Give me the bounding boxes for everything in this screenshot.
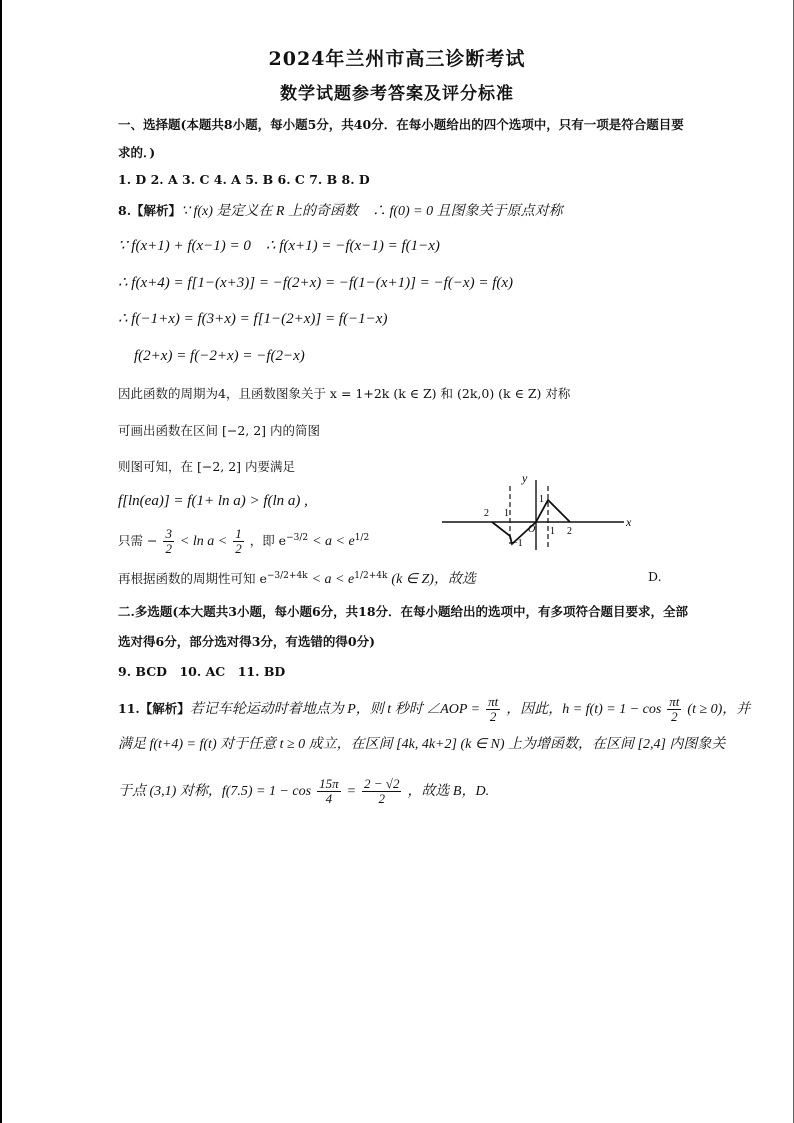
q8-condition-intro: 则图可知，在 [−2, 2] 内要满足 (118, 459, 296, 474)
q8-equation-2: ∴ f(x+4) = f[1−(x+3)] = −f(2+x) = −f(1−(x+1)] = −f(−x) = f(x) (118, 275, 514, 291)
fraction-pit-2-b: $\frac{\pi t}{2}$ (669, 694, 680, 724)
tick-label-1: 1 (550, 526, 555, 537)
q11-tag: 11.【解析】 (118, 701, 190, 716)
final-exponent-2: 1/2+4k (354, 571, 388, 581)
section1-header-line1: 一、选择题(本题共8小题，每小题5分，共40分．在每小题给出的四个选项中，只有一项是符合题目要 (118, 117, 684, 132)
y-axis-label: y (522, 472, 528, 485)
final-prefix: 再根据函数的周期性可知 e (118, 571, 267, 587)
value-label-neg1: −1 (512, 538, 523, 549)
q11-l1-c: (t ≥ 0)，并 (687, 702, 751, 717)
q11-l3-c: ，故选 B，D. (407, 784, 490, 799)
q8-need-line (118, 527, 369, 556)
q8-intro-text: ∵ f(x) 是定义在 R 上的奇函数 ∴ f(0) = 0 且图象关于原点对称 (181, 204, 563, 219)
q8-final-line (118, 568, 476, 588)
function-sketch-graph (440, 472, 640, 552)
q11-line2: 满足 f(t+4) = f(t) 对于任意 t ≥ 0 成立，在区间 [4k, 4k+2] (k ∈ N) 上为增函数，在区间 [2,4] 内图象关 (118, 737, 726, 752)
section2-answers: 9. BCD 10. AC 11. BD (118, 664, 286, 679)
section2-header-line1: 二.多选题(本大题共3小题，每小题6分，共18分．在每小题给出的选项中，有多项符合题目要求，全部 (118, 604, 689, 619)
need-exponent-1: −3/2 (286, 532, 309, 543)
final-middle: < a < e (311, 572, 355, 588)
q8-equation-1: ∵ f(x+1) + f(x−1) = 0 ∴ f(x+1) = −f(x−1) = f(1−x) (118, 238, 440, 254)
document-subtitle: 数学试题参考答案及评分标准 (280, 84, 514, 104)
tick-label-2: 2 (567, 526, 572, 537)
final-exponent-1: −3/2+4k (266, 571, 308, 581)
section1-answers: 1. D 2. A 3. C 4. A 5. B 6. C 7. B 8. D (118, 172, 370, 187)
page-left-border (0, 0, 2, 1123)
q11-l3-a: 于点 (3,1) 对称，f(7.5) = 1 − cos (118, 784, 312, 799)
q8-period: 因此函数的周期为4，且函数图象关于 x = 1+2k (k ∈ Z) 和 (2k,0) (k ∈ Z) 对称 (118, 386, 571, 401)
q11-l1-b: ，因此，h = f(t) = 1 − cos (506, 702, 662, 717)
tick-label-neg2: 2 (484, 508, 489, 519)
fraction-pit-2-a: $\frac{\pi t}{2}$ (488, 694, 499, 724)
x-axis-label: x (626, 515, 632, 529)
document-title: 2024年兰州市高三诊断考试 (268, 48, 526, 70)
q8-intro (118, 203, 563, 220)
need-middle: < ln a < (179, 534, 228, 549)
final-suffix: (k ∈ Z)，故选 (391, 572, 476, 588)
fraction-1-2: $\frac{1}{2}$ (235, 526, 242, 556)
need-suffix: ，即 e (249, 533, 287, 548)
q8-equation-3: ∴ f(−1+x) = f(3+x) = f[1−(2+x)] = f(−1−x) (118, 311, 388, 327)
value-label-1: 1 (539, 494, 544, 505)
q8-final-answer: D. (648, 569, 662, 584)
fraction-3-2: $\frac{3}{2}$ (165, 526, 172, 556)
section2-header-line2: 选对得6分，部分选对得3分，有选错的得0分) (118, 634, 376, 649)
fraction-15pi-4: $\frac{15\pi}{4}$ (319, 776, 339, 806)
need-middle-2: < a < e (312, 534, 355, 549)
need-exponent-2: 1/2 (354, 532, 370, 543)
q8-tag: 8.【解析】 (118, 203, 182, 218)
origin-label: O (528, 524, 536, 535)
q8-equation-4: f(2+x) = f(−2+x) = −f(2−x) (134, 348, 305, 364)
q11-line1 (118, 695, 750, 724)
q8-draw-note: 可画出函数在区间 [−2, 2] 内的简图 (118, 423, 321, 438)
section1-header-line2: 求的．) (118, 145, 156, 160)
tick-label-neg1: 1 (504, 508, 509, 519)
q8-inequality: f[ln(ea)] = f(1+ ln a) > f(ln a) , (118, 493, 308, 509)
need-prefix: 只需 − (118, 533, 158, 548)
q11-l3-b: = (346, 784, 357, 799)
q11-line3 (118, 777, 489, 806)
q11-l1-a: 若记车轮运动时着地点为 P，则 t 秒时 ∠AOP = (189, 702, 481, 717)
fraction-2-minus-root2: $\frac{2 - √2}{2}$ (364, 776, 400, 806)
